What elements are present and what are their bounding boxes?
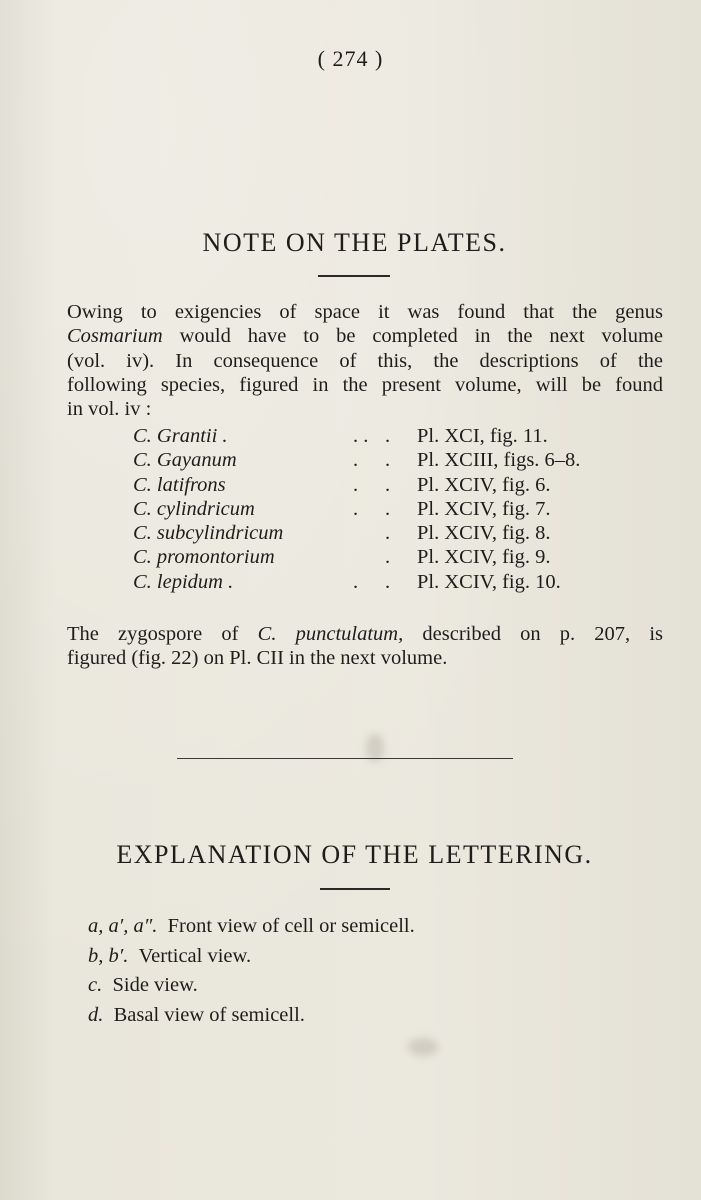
species-row (133, 448, 593, 472)
text-run: The zygospore of (67, 623, 258, 645)
legend-symbol: c. (88, 974, 103, 996)
separator-dot: . (385, 522, 391, 545)
species-row (133, 424, 593, 448)
note-heading: NOTE ON THE PLATES. (202, 228, 507, 257)
legend-description: Vertical view. (138, 944, 252, 967)
legend-symbol: d. (88, 1003, 104, 1026)
species-name: C. Grantii . (133, 425, 228, 447)
plate-reference: Pl. XCIII, figs. 6–8. (417, 449, 581, 472)
ink-smudge (408, 1038, 438, 1056)
legend-description: Basal view of semicell. (113, 1003, 305, 1026)
species-name: C. latifrons (133, 473, 226, 496)
text-run: would have to be completed in the next volume (162, 325, 663, 348)
separator-dot: . (385, 425, 391, 447)
text-run: following species, figured in the present volume, will be found (67, 373, 663, 396)
legend-description: Front view of cell or semicell. (167, 915, 415, 937)
text-line (45, 646, 663, 670)
plate-reference: Pl. XCIV, fig. 7. (417, 497, 551, 520)
text-run: figured (fig. 22) on Pl. CII in the next volume. (67, 647, 448, 670)
leader-dots (353, 545, 385, 569)
separator-dot: . (385, 570, 391, 593)
text-line (45, 397, 663, 421)
heading-rule (320, 888, 390, 890)
leader-dots: . . (353, 425, 369, 447)
italic-text: C. punctulatum, (257, 623, 404, 645)
plate-reference: Pl. XCIV, fig. 10. (417, 570, 561, 593)
section-divider (177, 758, 513, 759)
leader-dots: . (353, 449, 359, 472)
species-name: C. Gayanum (133, 449, 237, 472)
species-name: C. subcylindricum (133, 522, 284, 545)
species-name: C. cylindricum (133, 497, 255, 520)
legend-item (88, 912, 415, 942)
plate-reference: Pl. XCIV, fig. 9. (417, 546, 551, 569)
text-line (45, 373, 663, 397)
italic-text: Cosmarium (67, 325, 163, 348)
zygospore-paragraph (45, 622, 663, 671)
text-line (45, 324, 663, 348)
intro-paragraph (45, 300, 663, 421)
legend-item (88, 971, 415, 1001)
text-line (45, 622, 663, 646)
legend-symbol: b, b′. (88, 944, 129, 967)
text-run: Owing to exigencies of space it was found that the genus (67, 301, 663, 323)
legend-description: Side view. (112, 974, 198, 996)
species-name: C. promontorium (133, 546, 275, 569)
species-list (133, 424, 593, 594)
plate-reference: Pl. XCI, fig. 11. (417, 425, 548, 447)
text-line (45, 300, 663, 324)
leader-dots (353, 521, 385, 545)
text-run: in vol. iv : (67, 398, 152, 421)
species-row (133, 570, 593, 594)
legend-item (88, 942, 415, 972)
species-row (133, 521, 593, 545)
text-run: described on p. 207, is (403, 623, 663, 645)
legend-item (88, 1001, 415, 1031)
lettering-legend (88, 912, 415, 1030)
species-name: C. lepidum . (133, 570, 234, 593)
page-number: ( 274 ) (317, 46, 384, 71)
species-row (133, 473, 593, 497)
leader-dots: . (353, 473, 359, 496)
leader-dots: . (353, 570, 359, 593)
legend-symbol: a, a′, a″. (88, 915, 158, 937)
separator-dot: . (385, 473, 391, 496)
separator-dot: . (385, 546, 391, 569)
text-run: (vol. iv). In consequence of this, the descriptions of the (67, 349, 663, 372)
species-row (133, 497, 593, 521)
heading-rule (318, 275, 390, 277)
leader-dots: . (353, 497, 359, 520)
separator-dot: . (385, 497, 391, 520)
species-row (133, 545, 593, 569)
text-line (45, 349, 663, 373)
lettering-heading: EXPLANATION OF THE LETTERING. (116, 840, 593, 869)
plate-reference: Pl. XCIV, fig. 6. (417, 473, 551, 496)
plate-reference: Pl. XCIV, fig. 8. (417, 522, 551, 545)
separator-dot: . (385, 449, 391, 472)
